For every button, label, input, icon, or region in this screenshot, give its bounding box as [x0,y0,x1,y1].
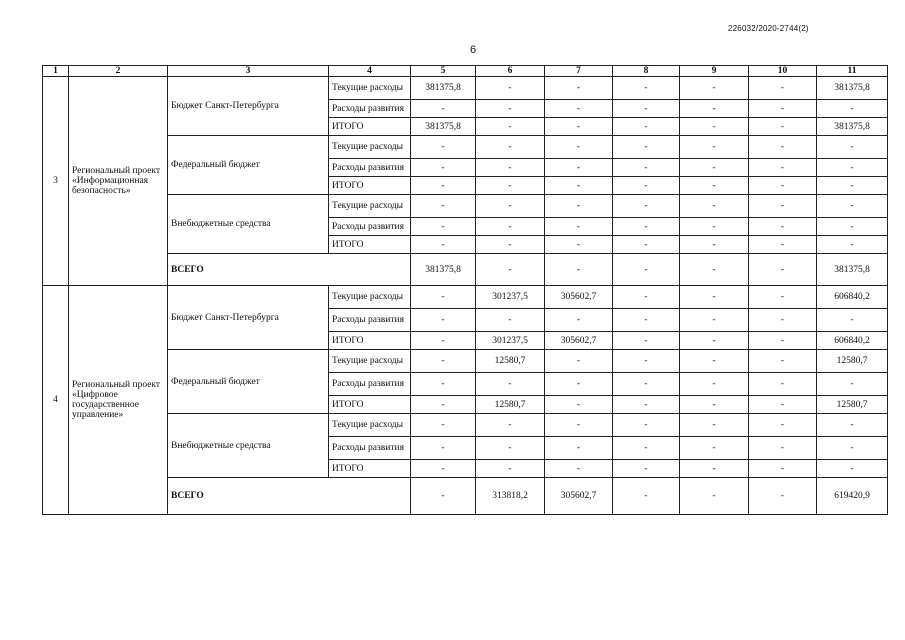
value-cell: 305602,7 [545,286,613,309]
value-cell: - [545,350,613,373]
value-cell: - [476,414,545,437]
value-cell: 381375,8 [411,77,476,100]
value-cell: - [817,195,888,218]
column-header: 6 [476,66,545,77]
value-cell: - [411,460,476,478]
total-label: ВСЕГО [168,478,411,515]
value-cell: - [613,195,680,218]
project-name: Региональный проект «Информационная безопасность» [69,77,168,286]
value-cell: 12580,7 [817,350,888,373]
budget-table [42,65,888,515]
value-cell: - [411,309,476,332]
value-cell: - [749,118,817,136]
value-cell: - [749,159,817,177]
value-cell: 606840,2 [817,286,888,309]
value-cell: - [749,373,817,396]
column-header: 5 [411,66,476,77]
value-cell: - [680,159,749,177]
value-cell: - [545,218,613,236]
value-cell: - [476,460,545,478]
table-row [43,350,888,373]
value-cell: - [749,77,817,100]
funding-source: Бюджет Санкт-Петербурга [168,286,329,350]
value-cell: - [817,414,888,437]
expense-type: Текущие расходы [329,286,411,309]
value-cell: - [476,77,545,100]
value-cell: - [749,100,817,118]
value-cell: - [545,118,613,136]
column-header: 7 [545,66,613,77]
value-cell: - [817,218,888,236]
value-cell: - [411,414,476,437]
value-cell: - [749,396,817,414]
column-header: 10 [749,66,817,77]
value-cell: - [613,100,680,118]
total-row [43,254,888,286]
value-cell: - [749,195,817,218]
expense-type: Текущие расходы [329,350,411,373]
value-cell: - [613,136,680,159]
value-cell: - [817,136,888,159]
funding-source: Федеральный бюджет [168,350,329,414]
total-value-cell: 619420,9 [817,478,888,515]
value-cell: - [613,460,680,478]
total-row [43,478,888,515]
value-cell: - [749,218,817,236]
expense-type: Расходы развития [329,100,411,118]
value-cell: 12580,7 [476,396,545,414]
value-cell: - [749,350,817,373]
value-cell: 381375,8 [411,118,476,136]
table-body [43,77,888,515]
value-cell: - [680,309,749,332]
value-cell: - [411,373,476,396]
value-cell: - [411,136,476,159]
value-cell: 12580,7 [476,350,545,373]
value-cell: - [613,177,680,195]
value-cell: - [613,118,680,136]
value-cell: - [817,100,888,118]
total-value-cell: - [680,478,749,515]
value-cell: - [749,309,817,332]
expense-type: Текущие расходы [329,414,411,437]
value-cell: - [613,286,680,309]
value-cell: - [749,236,817,254]
value-cell: - [817,177,888,195]
value-cell: - [411,350,476,373]
total-value-cell: - [545,254,613,286]
value-cell: - [545,460,613,478]
value-cell: - [411,286,476,309]
column-header: 2 [69,66,168,77]
value-cell: - [411,236,476,254]
value-cell: - [680,100,749,118]
expense-type: Текущие расходы [329,136,411,159]
expense-type: Расходы развития [329,309,411,332]
funding-source: Бюджет Санкт-Петербурга [168,77,329,136]
value-cell: - [613,373,680,396]
page-number: 6 [470,44,477,56]
value-cell: - [749,136,817,159]
value-cell: - [613,332,680,350]
total-value-cell: - [613,254,680,286]
value-cell: - [817,373,888,396]
project-number: 3 [43,77,69,286]
value-cell: - [749,414,817,437]
value-cell: - [476,373,545,396]
total-value-cell: - [613,478,680,515]
value-cell: - [476,136,545,159]
column-header: 1 [43,66,69,77]
value-cell: 301237,5 [476,286,545,309]
column-header: 3 [168,66,329,77]
value-cell: - [411,396,476,414]
table-row [43,77,888,100]
value-cell: - [411,195,476,218]
value-cell: - [411,159,476,177]
value-cell: - [680,136,749,159]
value-cell: - [476,236,545,254]
expense-type: Расходы развития [329,218,411,236]
funding-source: Федеральный бюджет [168,136,329,195]
total-value-cell: 313818,2 [476,478,545,515]
value-cell: - [476,309,545,332]
column-header: 8 [613,66,680,77]
value-cell: - [680,236,749,254]
value-cell: - [476,218,545,236]
funding-source: Внебюджетные средства [168,414,329,478]
value-cell: 381375,8 [817,77,888,100]
value-cell: 301237,5 [476,332,545,350]
value-cell: - [613,309,680,332]
value-cell: - [545,414,613,437]
value-cell: - [411,177,476,195]
value-cell: - [545,136,613,159]
table-row [43,286,888,309]
total-value-cell: - [476,254,545,286]
expense-type: Текущие расходы [329,77,411,100]
value-cell: - [545,159,613,177]
value-cell: - [411,100,476,118]
value-cell: - [545,309,613,332]
total-value-cell: - [749,254,817,286]
value-cell: - [749,437,817,460]
value-cell: - [680,414,749,437]
value-cell: - [545,177,613,195]
value-cell: - [613,396,680,414]
value-cell: - [476,437,545,460]
column-header: 4 [329,66,411,77]
expense-type: ИТОГО [329,177,411,195]
column-header: 9 [680,66,749,77]
value-cell: - [680,77,749,100]
value-cell: - [476,118,545,136]
value-cell: - [749,460,817,478]
value-cell: - [680,350,749,373]
expense-type: Расходы развития [329,373,411,396]
value-cell: - [613,218,680,236]
document-number: 226032/2020-2744(2) [728,24,809,33]
value-cell: - [680,195,749,218]
value-cell: - [613,236,680,254]
funding-source: Внебюджетные средства [168,195,329,254]
value-cell: - [476,159,545,177]
value-cell: - [680,437,749,460]
expense-type: ИТОГО [329,118,411,136]
value-cell: - [411,437,476,460]
value-cell: - [680,396,749,414]
project-name: Региональный проект «Цифровое государственное управление» [69,286,168,515]
expense-type: ИТОГО [329,332,411,350]
value-cell: - [749,177,817,195]
value-cell: - [749,332,817,350]
value-cell: - [545,77,613,100]
total-value-cell: - [411,478,476,515]
value-cell: 381375,8 [817,118,888,136]
column-header: 11 [817,66,888,77]
value-cell: - [411,218,476,236]
total-value-cell: 381375,8 [411,254,476,286]
value-cell: - [817,309,888,332]
value-cell: - [817,159,888,177]
expense-type: Текущие расходы [329,195,411,218]
expense-type: Расходы развития [329,437,411,460]
value-cell: - [680,460,749,478]
value-cell: - [476,100,545,118]
table-row [43,195,888,218]
value-cell: - [613,159,680,177]
value-cell: - [680,286,749,309]
value-cell: - [680,177,749,195]
expense-type: Расходы развития [329,159,411,177]
total-value-cell: - [749,478,817,515]
value-cell: 606840,2 [817,332,888,350]
value-cell: - [545,396,613,414]
value-cell: - [613,350,680,373]
value-cell: - [817,460,888,478]
value-cell: - [545,236,613,254]
total-value-cell: 305602,7 [545,478,613,515]
value-cell: - [476,195,545,218]
expense-type: ИТОГО [329,460,411,478]
value-cell: - [817,236,888,254]
table-row [43,414,888,437]
value-cell: - [545,195,613,218]
value-cell: 305602,7 [545,332,613,350]
value-cell: - [545,373,613,396]
value-cell: - [680,373,749,396]
total-value-cell: 381375,8 [817,254,888,286]
project-number: 4 [43,286,69,515]
value-cell: - [749,286,817,309]
value-cell: - [613,77,680,100]
value-cell: - [613,414,680,437]
value-cell: - [545,437,613,460]
table-header-row [43,66,888,77]
table-row [43,136,888,159]
expense-type: ИТОГО [329,396,411,414]
value-cell: - [545,100,613,118]
value-cell: - [411,332,476,350]
total-value-cell: - [680,254,749,286]
value-cell: - [680,118,749,136]
value-cell: 12580,7 [817,396,888,414]
total-label: ВСЕГО [168,254,411,286]
value-cell: - [613,437,680,460]
value-cell: - [817,437,888,460]
expense-type: ИТОГО [329,236,411,254]
value-cell: - [680,218,749,236]
value-cell: - [476,177,545,195]
value-cell: - [680,332,749,350]
